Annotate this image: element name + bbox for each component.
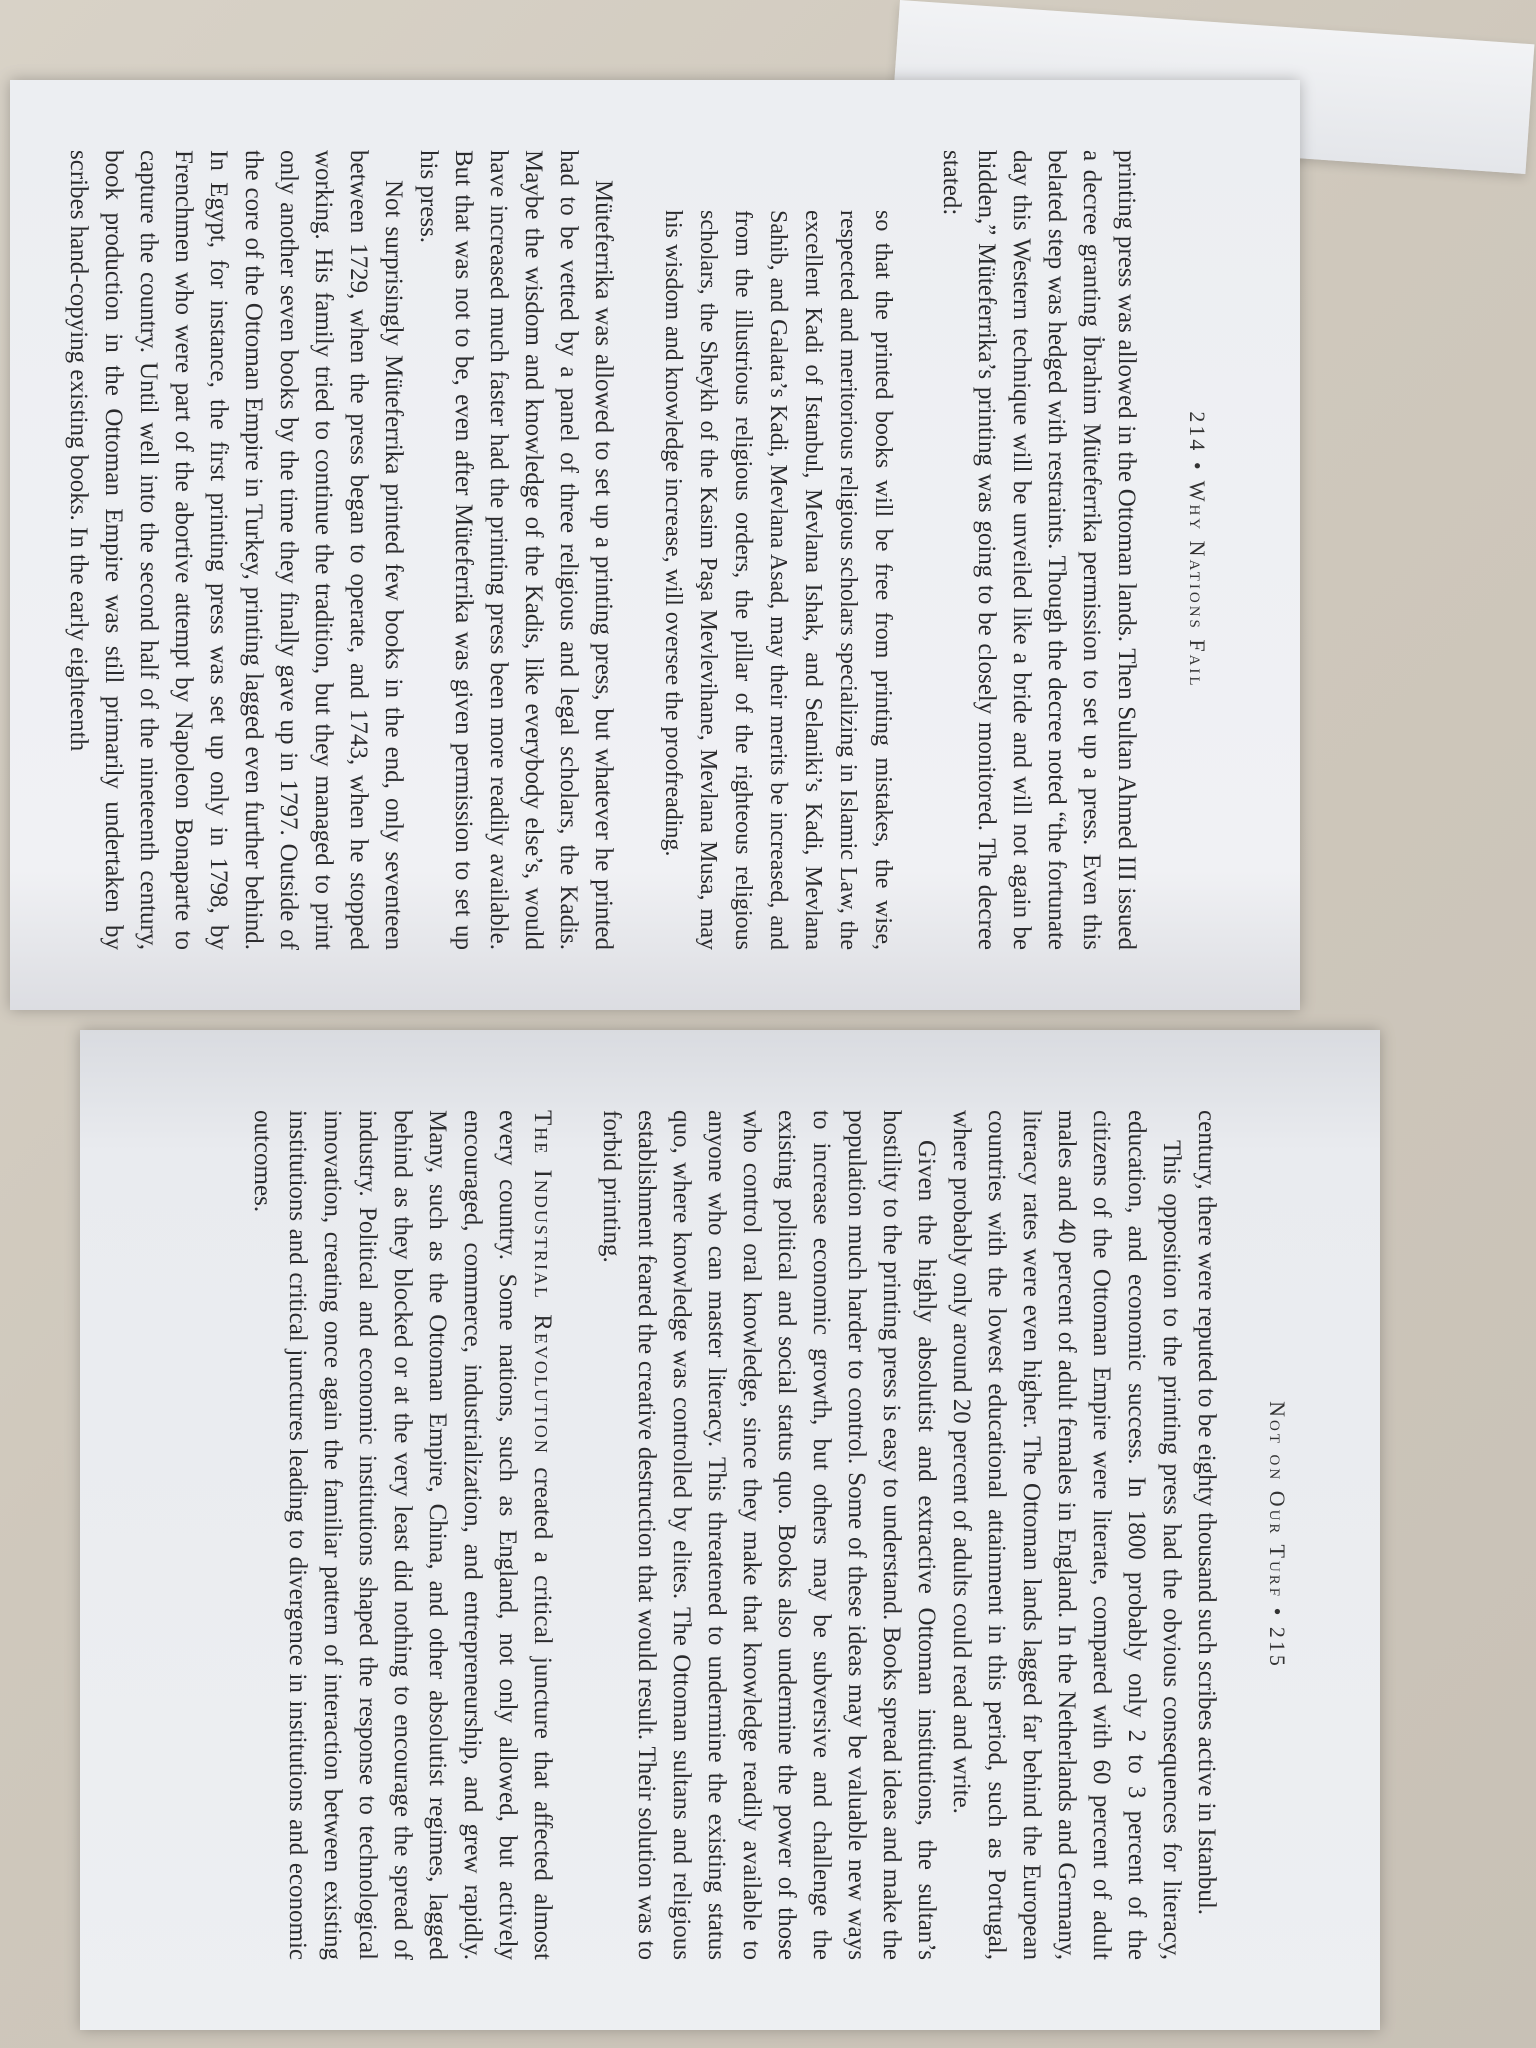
- decree-quote: so that the printed books will be free from printing mistakes, the wise, respected and meritorious religious scholars specializing in Islamic Law, the excellent Kadi of Istanbul, Mevlana Ishak, and Selaniki’s Kadi, Mevlana Sahib, and Galata’s Kadi, Mevlana Asad, may their merits be increased, and from the illustrious religious orders, the pillar of the righteous religious scholars, the Sheykh of the Kasim Paşa Mevlevihane, Mevlana Musa, may his wisdom and knowledge increase, will oversee the proofreading.: [660, 210, 896, 950]
- section-break: [560, 1110, 594, 1960]
- page-215: [80, 1030, 1380, 2030]
- paragraph: This opposition to the printing press had the obvious consequences for literacy, education, and economic success. In 1800 probably only 2 to 3 percent of the citizens of the Ottoman Empire were literate, compared with 60 percent of adult males and 40 percent of adult females in England. In the Netherlands and Germany, literacy rates were even higher. The Ottoman lands lagged far behind the European countries with the lowest educational attainment in this period, such as Portugal, where probably only around 20 percent of adults could read and write.: [948, 1110, 1185, 1960]
- paragraph: printing press was allowed in the Ottoman lands. Then Sultan Ahmed III issued a decree granting İbrahim Müteferrika permission to set up a press. Even this belated step was hedged with restraints. Though the decree noted “the fortunate day this Western technique will be unveiled like a bride and will not again be hidden,” Müteferrika’s printing was going to be closely monitored. The decree stated:: [938, 150, 1140, 950]
- section-lead-in: The Industrial Revolution: [529, 1110, 556, 1455]
- paragraph: [245, 1110, 560, 1960]
- page-214: [10, 80, 1300, 1010]
- paragraph: Not surprisingly Müteferrika printed few books in the end, only seventeen between 1729, when the press began to operate, and 1743, when he stopped working. His family tried to continue the tradition, but they managed to print only another seven books by the time they finally gave up in 1797. Outside of the core of the Ottoman Empire in Turkey, printing lagged even further behind. In Egypt, for instance, the first printing press was set up only in 1798, by Frenchmen who were part of the abortive attempt by Napoleon Bonaparte to capture the country. Until well into the second half of the nineteenth century, book production in the Ottoman Empire was still primarily undertaken by scribes hand-copying existing books. In the early eighteenth: [65, 150, 407, 950]
- paragraph-text: created a critical juncture that affected almost every country. Some nations, such as England, not only allowed, but actively encouraged, commerce, industrialization, and entrepreneurship, and grew rapidly. Many, such as the Ottoman Empire, China, and other absolutist regimes, lagged behind as they blocked or at the very least did nothing to encourage the spread of industry. Political and economic institutions shaped the response to technological innovation, creating once again the familiar pattern of interaction between existing institutions and critical junctures leading to divergence in institutions and economic outcomes.: [249, 1110, 556, 1960]
- running-head-left: 214 • Why Nations Fail: [1185, 411, 1210, 689]
- running-head-right: Not on Our Turf • 215: [1265, 1401, 1290, 1669]
- paragraph: Given the highly absolutist and extractive Ottoman institutions, the sultan’s hostility to the printing press is easy to understand. Books spread ideas and make the population much harder to control. Some of these ideas may be valuable new ways to increase economic growth, but others may be subversive and challenge the existing political and social status quo. Books also undermine the power of those who control oral knowledge, since they make that knowledge readily available to anyone who can master literacy. This threatened to undermine the existing status quo, where knowledge was controlled by elites. The Ottoman sultans and religious establishment feared the creative destruction that would result. Their solution was to forbid printing.: [598, 1110, 940, 1960]
- paragraph: century, there were reputed to be eighty thousand such scribes active in Istanbul.: [1193, 1110, 1220, 1916]
- paragraph: Müteferrika was allowed to set up a printing press, but whatever he printed had to be vetted by a panel of three religious and legal scholars, the Kadis. Maybe the wisdom and knowledge of the Kadis, like everybody else’s, would have increased much faster had the printing press been more readily available. But that was not to be, even after Müteferrika was given permission to set up his press.: [415, 150, 617, 950]
